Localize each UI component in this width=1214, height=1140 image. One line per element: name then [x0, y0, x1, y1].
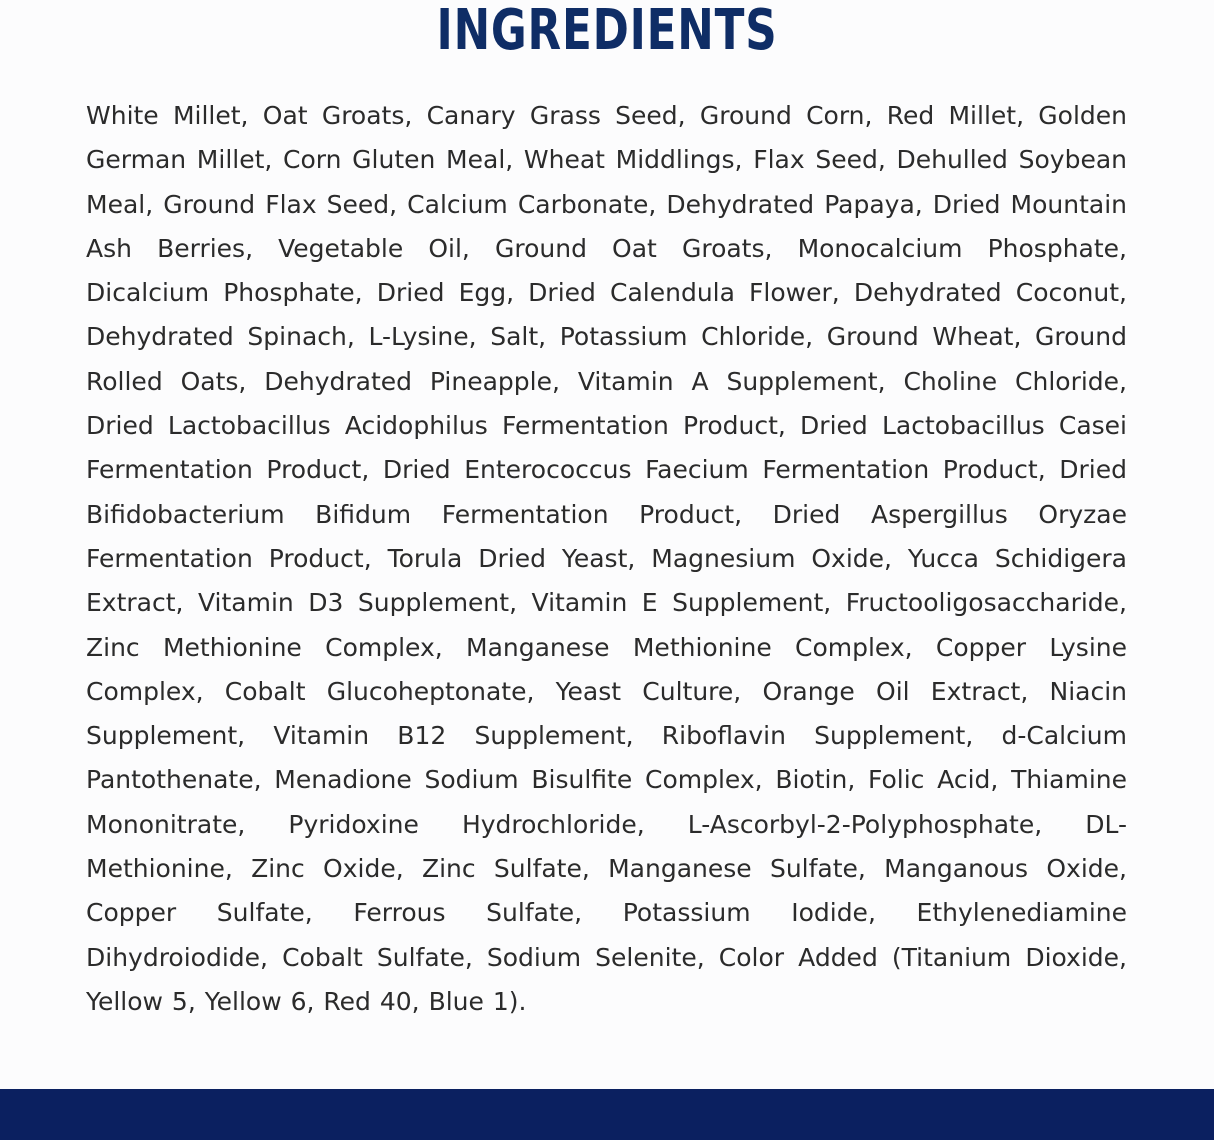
ingredients-heading: INGREDIENTS — [436, 0, 778, 63]
ingredients-list-text: White Millet, Oat Groats, Canary Grass Seed, Ground Corn, Red Millet, Golden German Millet, Corn Gluten Meal, Wheat Middlings, Flax Seed, Dehulled Soybean Meal, Ground Flax Seed, Calcium Carbonate, Dehydrated Papaya, Dried Mountain Ash Berries, Vegetable Oil, Ground Oat Groats, Monocalcium Phosphate, Dicalcium Phosphate, Dried Egg, Dried Calendula Flower, Dehydrated Coconut, Dehydrated Spinach, L-Lysine, Salt, Potassium Chloride, Ground Wheat, Ground Rolled Oats, Dehydrated Pineapple, Vitamin A Supplement, Choline Chloride, Dried Lactobacillus Acidophilus Fermentation Product, Dried Lactobacillus Casei Fermentation Product, Dried Enterococcus Faecium Fermentation Product, Dried Bifidobacterium Bifidum Fermentation Product, Dried Aspergillus Oryzae Fermentation Product, Torula Dried Yeast, Magnesium Oxide, Yucca Schidigera Extract, Vitamin D3 Supplement, Vitamin E Supplement, Fructooligosaccharide, Zinc Methionine Complex, Manganese Methionine Complex, Copper Lysine Complex, Cobalt Glucoheptonate, Yeast Culture, Orange Oil Extract, Niacin Supplement, Vitamin B12 Supplement, Riboflavin Supplement, d-Calcium Pantothenate, Menadione Sodium Bisulfite Complex, Biotin, Folic Acid, Thiamine Mononitrate, Pyridoxine Hydrochloride, L-Ascorbyl-2-Polyphosphate, DL-Methionine, Zinc Oxide, Zinc Sulfate, Manganese Sulfate, Manganous Oxide, Copper Sulfate, Ferrous Sulfate, Potassium Iodide, Ethylenediamine Dihydroiodide, Cobalt Sulfate, Sodium Selenite, Color Added (Titanium Dioxide, Yellow 5, Yellow 6, Red 40, Blue 1). — [86, 101, 1127, 1016]
footer-band — [0, 1089, 1214, 1140]
